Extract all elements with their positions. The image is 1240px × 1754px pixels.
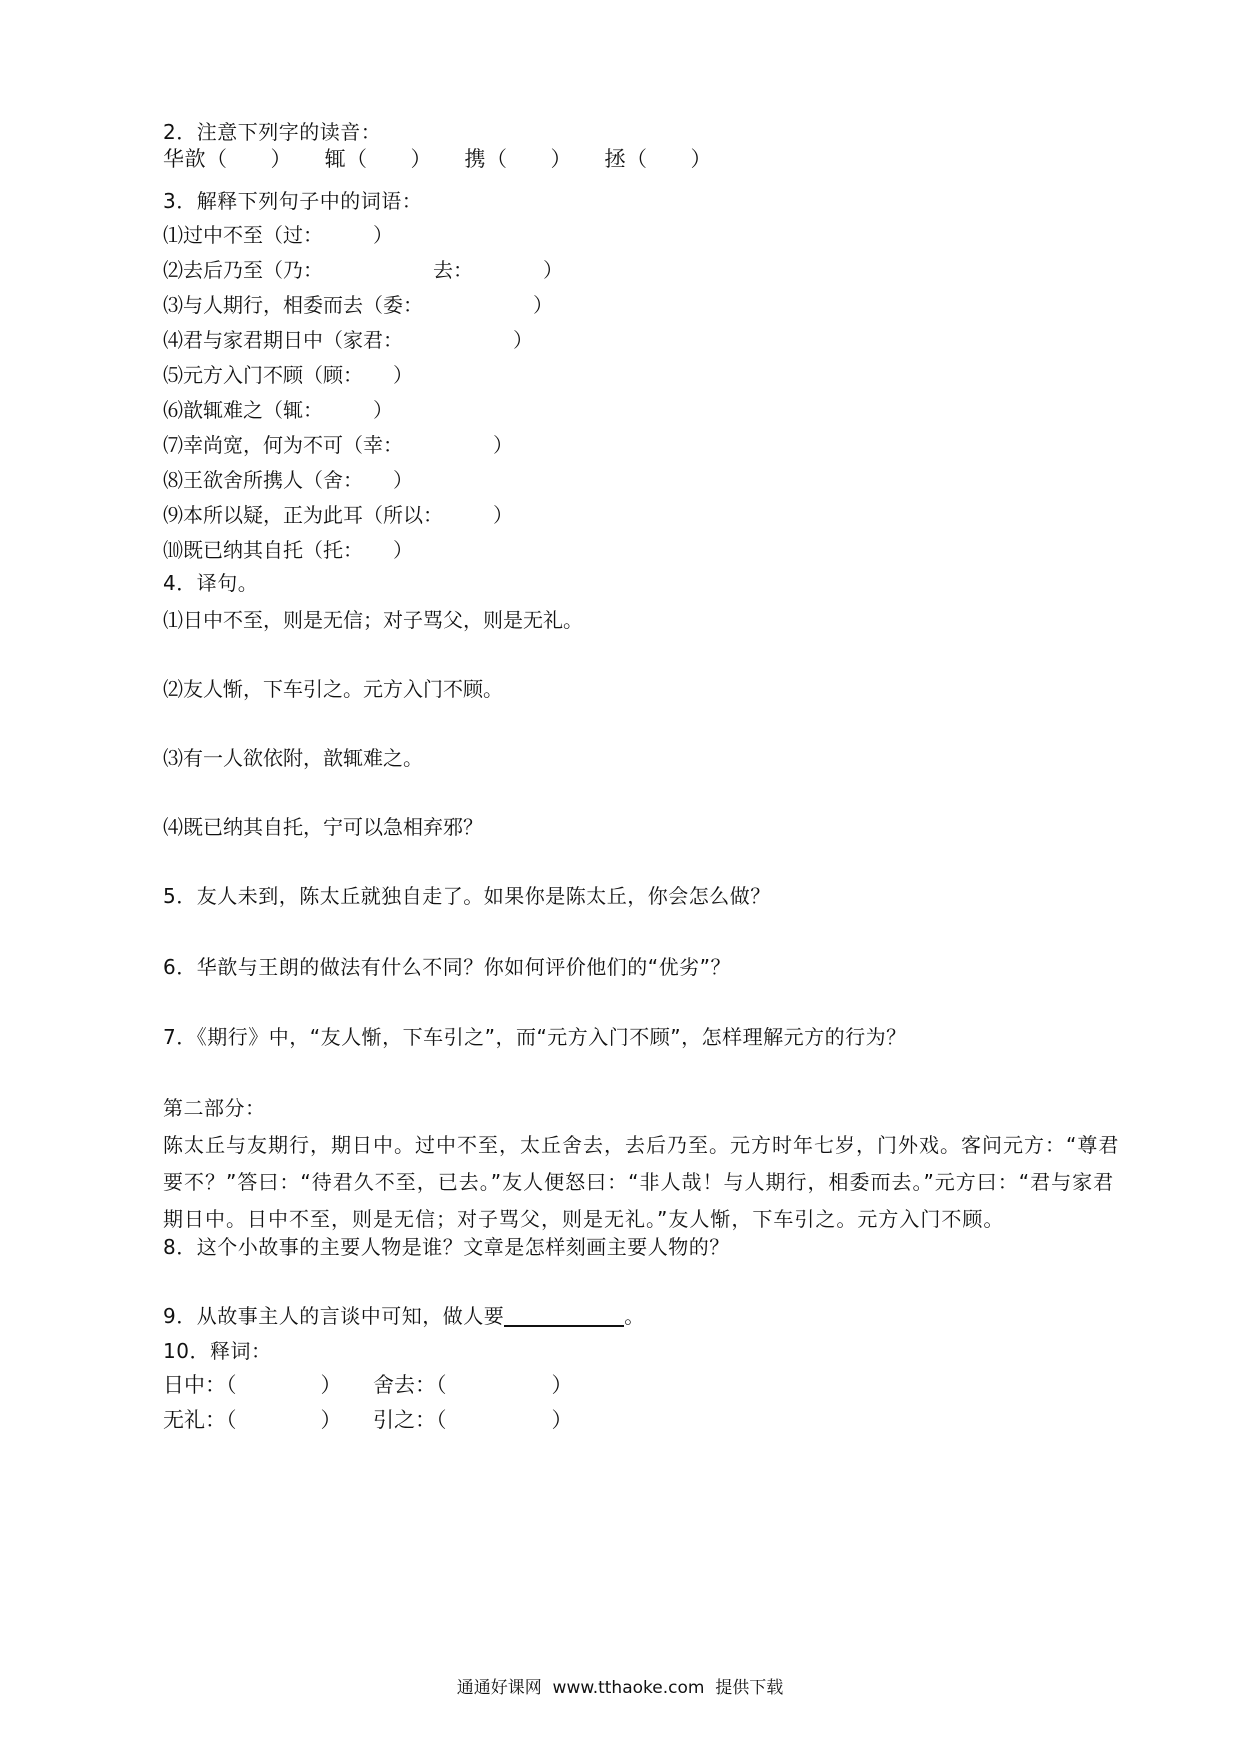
footer-credit: 通通好课网 www.tthaoke.com 提供下载	[456, 1678, 784, 1698]
question-3-item: ⑻王欲舍所携人（舍： ）	[163, 468, 413, 492]
question-10-row: 无礼：（ ） 引之：（ ）	[163, 1408, 573, 1432]
part-2-heading: 第二部分：	[163, 1096, 266, 1120]
question-4-title: 4．译句。	[163, 571, 259, 595]
question-3-item: ⑶与人期行，相委而去（委： ）	[163, 293, 553, 317]
question-10-title: 10．释词：	[163, 1339, 272, 1363]
passage-text: 陈太丘与友期行，期日中。过中不至，太丘舍去，去后乃至。元方时年七岁，门外戏。客问元方：“尊君要不？”答曰：“待君久不至，已去。”友人便怒曰：“非人哉！与人期行，相委而去。”元方曰：“君与家君期日中。日中不至，则是无信；对子骂父，则是无礼。”友人惭，下车引之。元方入门不顾。	[163, 1133, 1120, 1231]
question-2-characters: 华歆（ ） 辄（ ） 携（ ） 拯（ ）	[163, 147, 712, 171]
question-9-end: 。	[624, 1304, 645, 1328]
question-4-item: ⑴日中不至，则是无信；对子骂父，则是无礼。	[163, 608, 583, 632]
question-7: 7．《期行》中，“友人惭，下车引之”，而“元方入门不顾”，怎样理解元方的行为？	[163, 1025, 907, 1049]
question-6: 6．华歆与王朗的做法有什么不同？你如何评价他们的“优劣”？	[163, 955, 731, 979]
question-3-title: 3．解释下列句子中的词语：	[163, 189, 423, 213]
part-2-passage	[163, 1127, 1121, 1238]
question-3-item: ⑺幸尚宽，何为不可（幸： ）	[163, 433, 513, 457]
question-4-item: ⑷既已纳其自托，宁可以急相弃邪？	[163, 815, 483, 839]
question-3-item: ⑹歆辄难之（辄： ）	[163, 398, 393, 422]
question-4-item: ⑵友人惭，下车引之。元方入门不顾。	[163, 677, 503, 701]
question-3-item: ⑴过中不至（过： ）	[163, 223, 393, 247]
question-3-item: ⑼本所以疑，正为此耳（所以： ）	[163, 503, 513, 527]
question-10-row: 日中：（ ） 舍去：（ ）	[163, 1373, 573, 1397]
question-9	[163, 1302, 645, 1330]
question-2-title: 2．注意下列字的读音：	[163, 120, 382, 144]
question-8: 8．这个小故事的主要人物是谁？文章是怎样刻画主要人物的？	[163, 1235, 730, 1259]
question-3-item: ⑸元方入门不顾（顾： ）	[163, 363, 413, 387]
question-4-item: ⑶有一人欲依附，歆辄难之。	[163, 746, 423, 770]
question-3-item: ⑷君与家君期日中（家君： ）	[163, 328, 533, 352]
question-9-text: 9．从故事主人的言谈中可知，做人要	[163, 1304, 505, 1328]
question-3-item: ⑽既已纳其自托（托： ）	[163, 538, 413, 562]
question-5: 5．友人未到，陈太丘就独自走了。如果你是陈太丘，你会怎么做？	[163, 884, 771, 908]
answer-blank[interactable]	[504, 1305, 624, 1327]
question-3-item: ⑵去后乃至（乃： 去： ）	[163, 258, 563, 282]
